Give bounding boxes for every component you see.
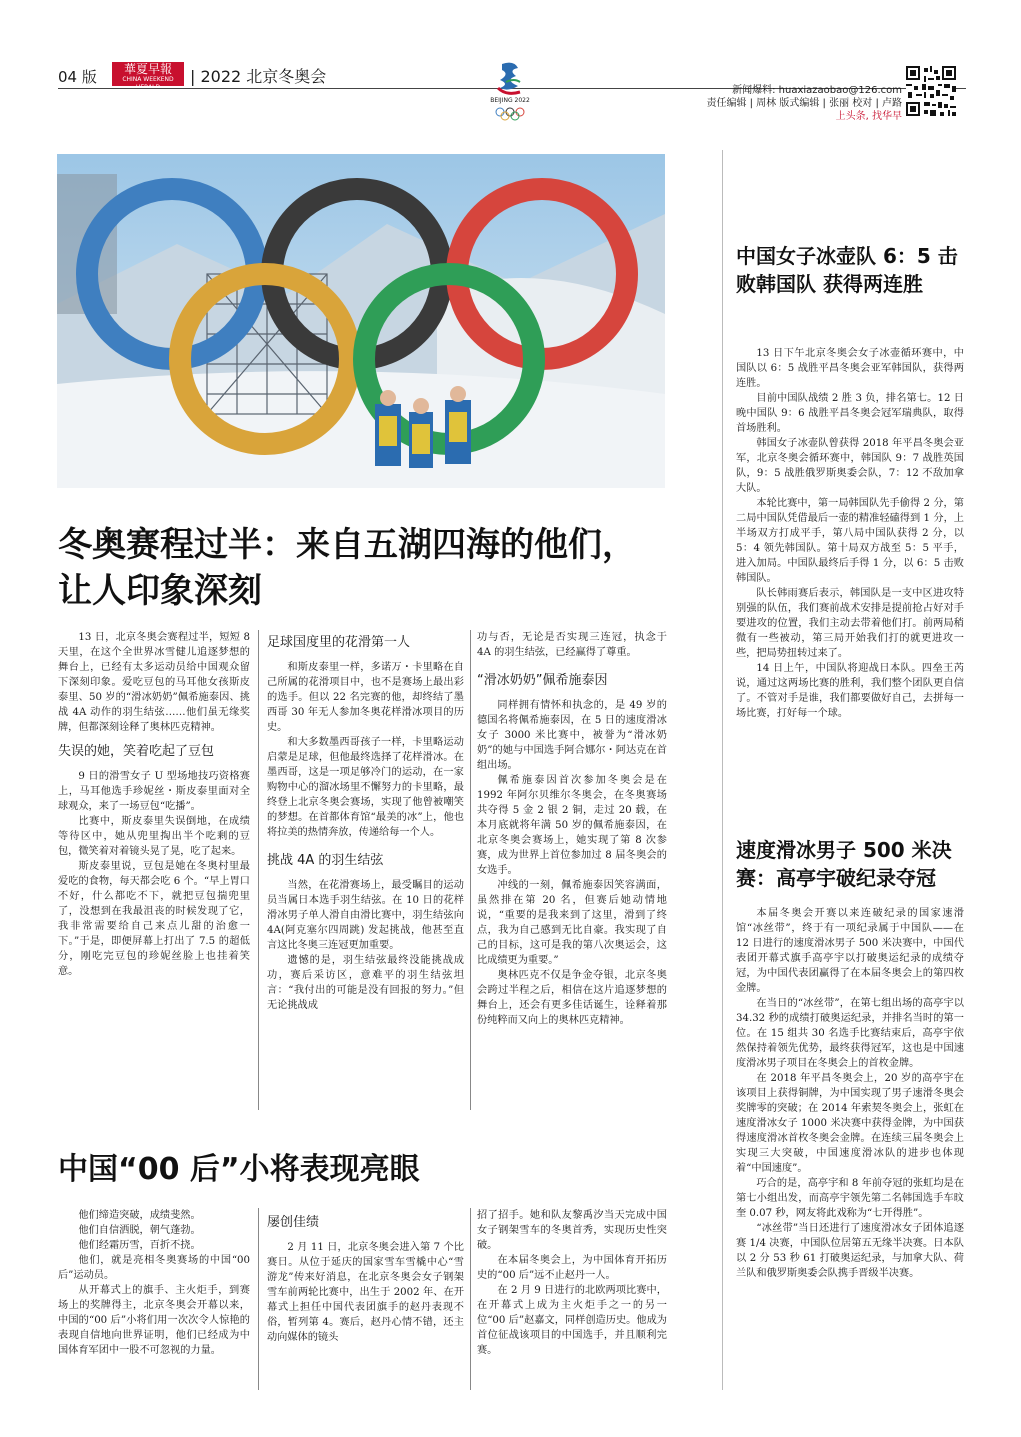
sub-heading: 挑战 4A 的羽生结弦 — [267, 853, 384, 868]
article-paragraph: 和大多数墨西哥孩子一样，卡里略运动启蒙是足球，但他最终选择了花样滑冰。在墨西哥，这是一项足够冷门的运动，在一家购物中心的溜冰场里不懈努力的卡里略，最终登上北京冬奥会赛场，实现了他曾被嘲笑的梦想。在首都体育馆“最美的冰”上，他也将拉美的热情奔放，传递给每一个人。 — [267, 737, 464, 838]
column-divider — [470, 630, 471, 1110]
article-paragraph: 队长韩雨赛后表示，韩国队是一支中区进攻特别强的队伍，我们赛前战术安排是提前抢占好对手要进攻的位置，我们主动去带着他们打。前两局稍微有一些被动，第三局开始我们打的就更进攻一些，把局势扭转过来了。 — [736, 588, 964, 659]
article-paragraph: 本届冬奥会开赛以来连破纪录的国家速滑馆“冰丝带”，终于有一项纪录属于中国队——在 12 日进行的速度滑冰男子 500 米决赛中，中国代表团开幕式旗手高亭宇以打破奥运纪录的成绩夺冠，为中国代表团赢得了在本届冬奥会上的第四枚金牌。 — [736, 908, 964, 994]
article-paragraph: 韩国女子冰壶队曾获得 2018 年平昌冬奥会亚军，北京冬奥会循环赛中，韩国队 9：7 战胜英国队，9：5 战胜俄罗斯奥委会队，7：12 不敌加拿大队。 — [736, 438, 964, 494]
article-paragraph: 巧合的是，高亭宇和 8 年前夺冠的张虹均是在第七小组出发，而高亭宇领先第二名韩国选手车旼奎 0.07 秒，网友将此戏称为“七开得胜”。 — [736, 1178, 964, 1219]
article-paragraph: 遗憾的是，羽生结弦最终没能挑战成功，赛后采访区，意难平的羽生结弦坦言：“我付出的可能是没有回报的努力。”但无论挑战成 — [267, 955, 464, 1011]
sub-heading: 失误的她，笑着吃起了豆包 — [58, 744, 215, 759]
slogan: 上头条, 找华早 — [835, 111, 902, 122]
main-headline: 冬奥赛程过半：来自五湖四海的他们，让人印象深刻 — [58, 525, 636, 611]
article-paragraph: 同样拥有情怀和执念的，是 49 岁的德国名将佩希施泰因，在 5 日的速度滑冰女子 3000 米比赛中，被誉为“滑冰奶奶”的她与中国选手阿合娜尔・阿达克在首组出场。 — [477, 700, 667, 771]
header-info — [684, 84, 902, 123]
main-article-col2 — [267, 630, 464, 1013]
main-article-col3 — [477, 630, 667, 1028]
beijing-2022-emblem — [488, 58, 532, 124]
newspaper-logo-text: 華夏早報 — [123, 62, 172, 76]
column-divider — [258, 630, 259, 1110]
article-paragraph: 当然，在花滑赛场上，最受瞩目的运动员当属日本选手羽生结弦。在 10 日的花样滑冰男子单人滑自由滑比赛中，羽生结弦向 4A(阿克塞尔四周跳) 发起挑战，他甚至直言这比冬奥三连冠更加重要。 — [267, 880, 464, 951]
article-paragraph: 招了招手。她和队友黎禹汐当天完成中国女子钢架雪车的冬奥首秀，实现历史性突破。 — [477, 1210, 667, 1251]
article-paragraph: 和斯皮泰里一样，多诺万・卡里略在自己所属的花滑项目中，也不是赛场上最出彩的选手。但以 22 名完赛的他，却终结了墨西哥 30 年无人参加冬奥花样滑冰项目的历史。 — [267, 662, 464, 733]
article-paragraph: 9 日的滑雪女子 U 型场地技巧资格赛上，马耳他选手珍妮丝・斯皮泰里面对全球观众，来了一场豆包“吃播”。 — [58, 771, 250, 812]
section-title: | 2022 北京冬奥会 — [190, 67, 327, 86]
article-paragraph: 在当日的“冰丝带”，在第七组出场的高亭宇以 34.32 秒的成绩打破奥运纪录，并排名当时的第一位。在 15 组共 30 名选手比赛结束后，高亭宇依然保持着领先优势，最终获得冠军，这也是中国速度滑冰男子项目在冬奥会上的首枚金牌。 — [736, 998, 964, 1069]
article-paragraph: 14 日上午，中国队将迎战日本队。四垒王芮说，通过这两场比赛的胜利，我们整个团队更自信了。不管对手是谁，我们都要做好自己，去拼每一场比赛，打好每一个球。 — [736, 663, 964, 719]
section-title-text: 2022 北京冬奥会 — [200, 67, 327, 86]
column-divider — [258, 1208, 259, 1390]
newspaper-logo-subtext: CHINA WEEKEND — [122, 76, 174, 83]
sub-heading: 屡创佳绩 — [267, 1215, 320, 1230]
newspaper-logo — [112, 62, 184, 86]
second-article-col3 — [477, 1208, 667, 1358]
article-paragraph: 在 2 月 9 日进行的北欧两项比赛中，在开幕式上成为主火炬手之一的另一位“00 后”赵嘉文，同样创造历史。他成为首位征战该项目的中国选手，并且顺利完赛。 — [477, 1285, 667, 1356]
article-paragraph: 冲线的一刻，佩希施泰因笑容满面，虽然排在第 20 名，但赛后她动情地说，“重要的是我来到了这里，滑到了终点，我为自己感到无比自豪。我实现了自己的目标，这可是我的第八次奥运会，这比成绩更为重要。” — [477, 880, 667, 966]
article-paragraph: 比赛中，斯皮泰里失误倒地，在成绩等待区中，她从兜里掏出半个吃剩的豆包，微笑着对着镜头晃了晃，吃了起来。 — [58, 816, 250, 857]
article-line: 他们经霜历雪，百折不挠。 — [78, 1240, 201, 1251]
article-paragraph: 在 2018 年平昌冬奥会上，20 岁的高亭宇在该项目上获得铜牌，为中国实现了男子速滑冬奥会奖牌零的突破；在 2014 年索契冬奥会上，张虹在速度滑冰女子 1000 米决赛中获得金牌，为中国获得速度滑冰首枚冬奥会金牌。在连续三届冬奥会上实现三大突破，中国速度滑冰队的进步也体现着“中国速度”。 — [736, 1073, 964, 1174]
article-paragraph: 奥林匹克不仅是争金夺银，北京冬奥会跨过半程之后，相信在这片追逐梦想的舞台上，还会有更多佳话诞生，诠释着那份纯粹而又向上的奥林匹克精神。 — [477, 970, 667, 1026]
sidebar-divider — [722, 150, 723, 1390]
article-paragraph: 目前中国队战绩 2 胜 3 负，排名第七。12 日晚中国队 9：6 战胜平昌冬奥会冠军瑞典队，取得首场胜利。 — [736, 393, 964, 434]
second-article-col2 — [267, 1208, 464, 1345]
olympic-rings-photo — [57, 154, 665, 488]
page-number: 04 版 — [58, 68, 97, 86]
article-paragraph: 他们，就是亮相冬奥赛场的中国“00 后”运动员。 — [58, 1255, 250, 1281]
article-paragraph: “冰丝带”当日还进行了速度滑冰女子团体追逐赛 1/4 决赛，中国队位居第五无缘半决赛。日本队以 2 分 53 秒 61 打破奥运纪录，与加拿大队、荷兰队和俄罗斯奥委会队携手晋级半决赛。 — [736, 1223, 964, 1279]
article-paragraph: 13 日下午北京冬奥会女子冰壶循环赛中，中国队以 6：5 战胜平昌冬奥会亚军韩国队，获得两连胜。 — [736, 348, 964, 389]
second-headline: 中国“00 后”小将表现亮眼 — [58, 1152, 420, 1187]
article-paragraph: 从开幕式上的旗手、主火炬手，到赛场上的奖牌得主，北京冬奥会开幕以来，中国的“00 后”小将们用一次次令人惊艳的表现自信地向世界证明，他们已经成为中国体育军团中一股不可忽视的力量。 — [58, 1285, 250, 1356]
article-paragraph: 本轮比赛中，第一局韩国队先手偷得 2 分，第二局中国队凭借最后一壶的精准轻磕得到 1 分，上半场双方打成平手，第八局中国队获得 2 分，以 5：4 领先韩国队。第十局双方战至 5：5 平手，进入加局。中国队最终后手得 1 分，以 6：5 击败韩国队。 — [736, 498, 964, 584]
curling-headline: 中国女子冰壶队 6：5 击败韩国队 获得两连胜 — [736, 244, 958, 296]
article-line: 他们自信洒脱，朝气蓬勃。 — [78, 1225, 201, 1236]
speed-skating-article — [736, 906, 964, 1281]
editors-line: 责任编辑 | 周林 版式编辑 | 张丽 校对 | 卢路 — [706, 98, 902, 109]
article-line: 他们缔造突破，成绩斐然。 — [78, 1210, 201, 1221]
sub-heading: 足球国度里的花滑第一人 — [267, 635, 411, 650]
article-paragraph: 13 日，北京冬奥会赛程过半，短短 8 天里，在这个全世界冰雪健儿追逐梦想的舞台上，已经有太多运动员给中国观众留下深刻印象。爱吃豆包的马耳他女孩斯皮泰里、50 岁的“滑冰奶奶”佩希施泰因、挑战 4A 动作的羽生结弦……他们虽无缘奖牌，但都深刻诠释了奥林匹克精神。 — [58, 632, 250, 733]
emblem-text: BEIJING 2022 — [490, 97, 530, 104]
article-paragraph: 功与否，无论是否实现三连冠，执念于 4A 的羽生结弦，已经赢得了尊重。 — [477, 632, 667, 658]
article-paragraph: 2 月 11 日，北京冬奥会进入第 7 个比赛日。从位于延庆的国家雪车雪橇中心“雪游龙”传来好消息，在北京冬奥会女子钢架雪车前两轮比赛中，出生于 2002 年、在开幕式上担任中国代表团旗手的赵丹表现不俗，暂列第 4。赛后，赵丹心情不错，还主动向媒体的镜头 — [267, 1242, 464, 1343]
sub-heading: “滑冰奶奶”佩希施泰因 — [477, 673, 608, 688]
news-tip-line: 新闻爆料: huaxiazaobao@126.com — [732, 85, 902, 96]
qr-code-icon — [906, 66, 956, 116]
column-divider — [470, 1208, 471, 1390]
curling-article — [736, 346, 964, 721]
article-paragraph: 在本届冬奥会上，为中国体育开拓历史的“00 后”远不止赵丹一人。 — [477, 1255, 667, 1281]
speed-skating-headline: 速度滑冰男子 500 米决赛：高亭宇破纪录夺冠 — [736, 838, 952, 890]
article-paragraph: 斯皮泰里说，豆包是她在冬奥村里最爱吃的食物，每天都会吃 6 个。“早上胃口不好，什么都吃不下，就把豆包揣兜里了，没想到在我最沮丧的时候发现了它，我非常需要给自己来点儿甜的治愈一下。”于是，即便屏幕上打出了 7.5 的超低分，刚吃完豆包的珍妮丝脸上也挂着笑意。 — [58, 861, 250, 977]
article-paragraph: 佩希施泰因首次参加冬奥会是在 1992 年阿尔贝维尔冬奥会，在冬奥赛场共夺得 5 金 2 银 2 铜，走过 20 载，在本月底就将年满 50 岁的佩希施泰因，在北京冬奥会赛场上，她实现了第 8 次参赛，成为世界上首位参加过 8 届冬奥会的女选手。 — [477, 775, 667, 876]
second-article-col1 — [58, 1208, 250, 1358]
main-article-col1 — [58, 630, 250, 979]
